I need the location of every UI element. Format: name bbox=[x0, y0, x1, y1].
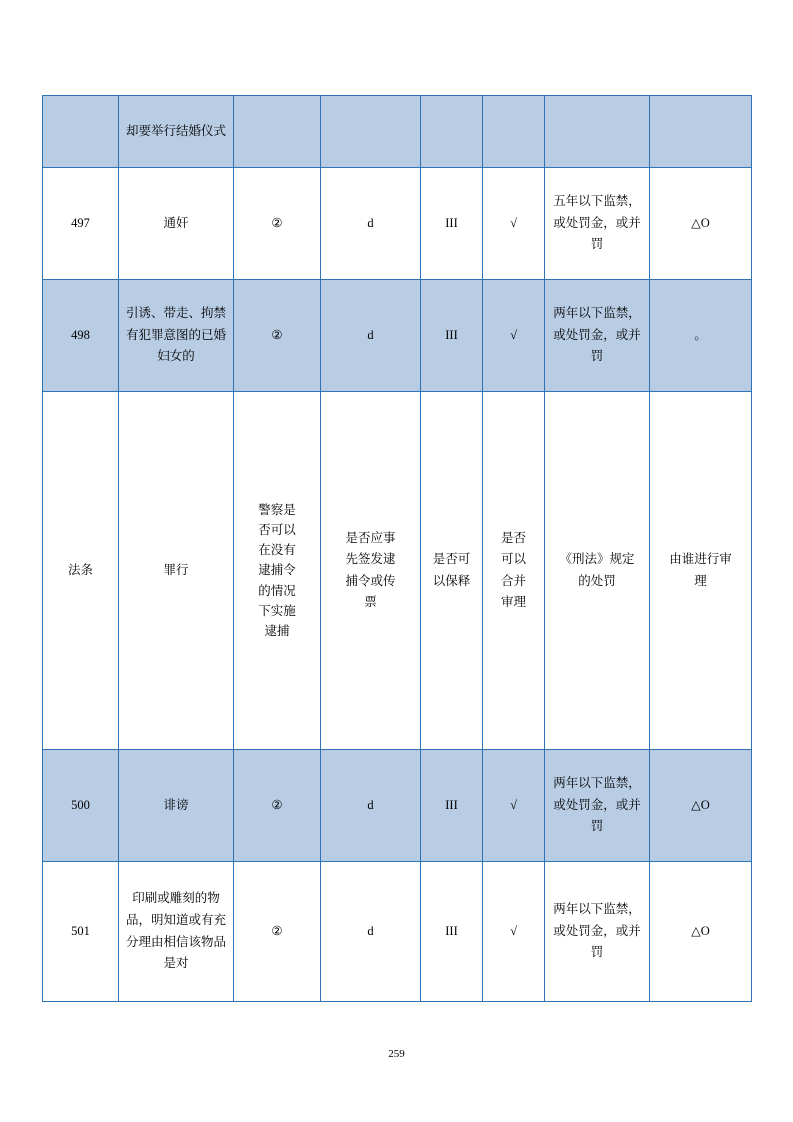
cell-compoundable: √ bbox=[483, 280, 545, 392]
cell-arrest-without-warrant bbox=[234, 96, 321, 168]
header-punishment bbox=[545, 392, 650, 750]
cell-compoundable bbox=[483, 96, 545, 168]
cell-warrant-or-summons: d bbox=[321, 862, 421, 1002]
cell-warrant-or-summons bbox=[321, 96, 421, 168]
cell-arrest-without-warrant: ② bbox=[234, 862, 321, 1002]
cell-bailable: III bbox=[421, 750, 483, 862]
cell-arrest-without-warrant: ② bbox=[234, 168, 321, 280]
header-arrest-without-warrant bbox=[234, 392, 321, 750]
cell-triable-by: 。 bbox=[650, 280, 752, 392]
table-row bbox=[43, 280, 752, 392]
header-offence: 罪行 bbox=[119, 392, 234, 750]
header-bailable-text: 是否可以保释 bbox=[432, 552, 471, 588]
cell-offence: 诽谤 bbox=[119, 750, 234, 862]
cell-bailable: III bbox=[421, 168, 483, 280]
cell-article: 501 bbox=[43, 862, 119, 1002]
table-header-row bbox=[43, 392, 752, 750]
cell-offence: 印刷或雕刻的物品，明知道或有充分理由相信该物品是对 bbox=[119, 862, 234, 1002]
cell-compoundable: √ bbox=[483, 168, 545, 280]
cell-punishment: 五年以下监禁，或处罚金，或并罚 bbox=[545, 168, 650, 280]
header-warrant-or-summons-text: 是否应事先签发逮捕令或传票 bbox=[345, 531, 396, 609]
cell-triable-by bbox=[650, 96, 752, 168]
header-arrest-without-warrant-text: 警察是否可以在没有逮捕令的情况下实施逮捕 bbox=[258, 502, 296, 639]
cell-compoundable: √ bbox=[483, 862, 545, 1002]
header-compoundable bbox=[483, 392, 545, 750]
cell-article: 498 bbox=[43, 280, 119, 392]
cell-warrant-or-summons: d bbox=[321, 750, 421, 862]
cell-compoundable: √ bbox=[483, 750, 545, 862]
cell-article: 500 bbox=[43, 750, 119, 862]
cell-offence: 通奸 bbox=[119, 168, 234, 280]
header-compoundable-text: 是否可以合并审理 bbox=[500, 531, 526, 609]
cell-bailable: III bbox=[421, 280, 483, 392]
header-punishment-text: 《刑法》规定的处罚 bbox=[559, 552, 635, 588]
table-row bbox=[43, 96, 752, 168]
header-article: 法条 bbox=[43, 392, 119, 750]
table-row bbox=[43, 862, 752, 1002]
cell-punishment: 两年以下监禁，或处罚金，或并罚 bbox=[545, 280, 650, 392]
cell-triable-by: △O bbox=[650, 750, 752, 862]
cell-offence: 却要举行结婚仪式 bbox=[119, 96, 234, 168]
table-row bbox=[43, 168, 752, 280]
cell-warrant-or-summons: d bbox=[321, 280, 421, 392]
cell-bailable bbox=[421, 96, 483, 168]
page-number: 259 bbox=[388, 1048, 405, 1060]
header-triable-by bbox=[650, 392, 752, 750]
cell-arrest-without-warrant: ② bbox=[234, 280, 321, 392]
cell-punishment: 两年以下监禁，或处罚金，或并罚 bbox=[545, 750, 650, 862]
header-warrant-or-summons bbox=[321, 392, 421, 750]
cell-triable-by: △O bbox=[650, 862, 752, 1002]
cell-punishment bbox=[545, 96, 650, 168]
cell-bailable: III bbox=[421, 862, 483, 1002]
cell-warrant-or-summons: d bbox=[321, 168, 421, 280]
cell-article bbox=[43, 96, 119, 168]
cell-arrest-without-warrant: ② bbox=[234, 750, 321, 862]
cell-triable-by: △O bbox=[650, 168, 752, 280]
table-row bbox=[43, 750, 752, 862]
cell-offence: 引诱、带走、拘禁有犯罪意图的已婚妇女的 bbox=[119, 280, 234, 392]
cell-article: 497 bbox=[43, 168, 119, 280]
legal-provisions-table bbox=[42, 95, 752, 1002]
cell-punishment: 两年以下监禁，或处罚金，或并罚 bbox=[545, 862, 650, 1002]
header-triable-by-text: 由谁进行审理 bbox=[669, 552, 732, 588]
header-bailable bbox=[421, 392, 483, 750]
